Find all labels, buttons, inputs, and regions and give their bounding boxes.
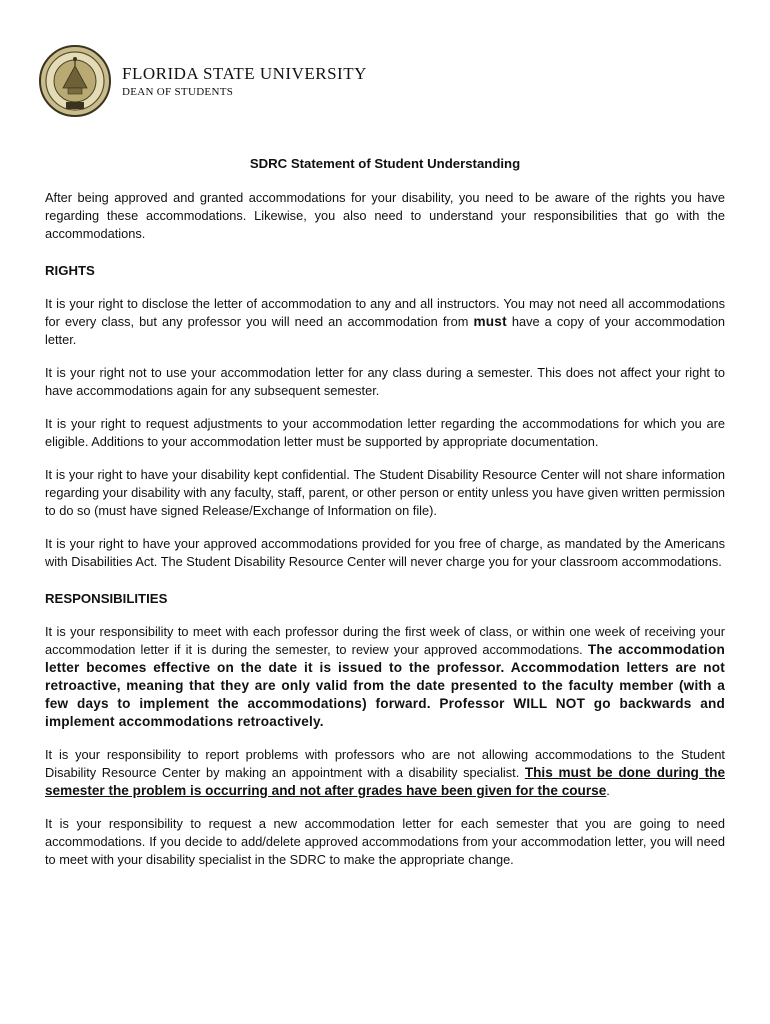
responsibilities-paragraph-2 <box>45 746 725 800</box>
document-body <box>45 155 725 884</box>
rights-p1-emphasis: must <box>473 314 507 329</box>
resp-p2-text-a: It is your responsibility to report problems with professors who are not allowing accommodations to the Student Disability Resource Center by making an appointment with a disability specialist. <box>45 747 725 780</box>
department-name: DEAN OF STUDENTS <box>122 86 234 98</box>
letterhead <box>38 44 438 124</box>
document-title: SDRC Statement of Student Understanding <box>249 156 521 171</box>
rights-p1-text-a: It is your right to disclose the letter of accommodation to any and all instructors. You may not need all accommodations for every class, but any professor you will need an accommodation from <box>45 296 725 329</box>
responsibilities-paragraph-3: It is your responsibility to request a new accommodation letter for each semester that you are going to need accommodations. If you decide to add/delete approved accommodations from your accommodation letter, you will need to meet with your disability specialist in the SDRC to make the appropriate change. <box>45 816 725 867</box>
rights-p1-text-b: have a copy of your accommodation letter. <box>45 314 725 347</box>
rights-paragraph-5: It is your right to have your approved accommodations provided for you free of charge, as mandated by the Americans with Disabilities Act. The Student Disability Resource Center will never charge you for your classroom accommodations. <box>45 536 725 569</box>
university-name: FLORIDA STATE UNIVERSITY <box>122 64 367 83</box>
rights-paragraph-2: It is your right not to use your accommodation letter for any class during a semester. This does not affect your right to have accommodations again for any subsequent semester. <box>45 365 725 398</box>
resp-p1-text: It is your responsibility to meet with each professor during the first week of class, or within one week of receiving your accommodation letter if it is during the semester, to review your approved accommodations. <box>45 624 725 657</box>
fsu-seal-icon <box>38 44 112 118</box>
intro-paragraph: After being approved and granted accommodations for your disability, you need to be aware of the rights you have regarding these accommodations. Likewise, you also need to understand your responsibilities that go with the accommodations. <box>45 190 725 241</box>
rights-paragraph-4: It is your right to have your disability kept confidential. The Student Disability Resource Center will not share information regarding your disability with any faculty, staff, parent, or other person or entity unless you have given written permission to do so (must have signed Release/Exchange of Information on file). <box>45 467 725 518</box>
rights-paragraph-3: It is your right to request adjustments to your accommodation letter regarding the accommodations for which you are eligible. Additions to your accommodation letter must be supported by appropriate documentation. <box>45 416 725 449</box>
responsibilities-heading: RESPONSIBILITIES <box>45 591 168 606</box>
rights-heading: RIGHTS <box>45 263 95 278</box>
resp-p1-emphasis: The accommodation letter becomes effective on the date it is issued to the professor. Accommodation letters are not retroactive, meaning that they are only valid from the date presented to the faculty member (with a few days to implement the accommodations) forward. Professor WILL NOT go backwards and implement accommodations retroactively. <box>45 642 725 729</box>
responsibilities-paragraph-1 <box>45 623 725 731</box>
resp-p2-underlined: This must be done during the semester the problem is occurring and not after grades have been given for the course <box>45 765 726 798</box>
rights-paragraph-1 <box>45 295 725 349</box>
resp-p2-text-b: . <box>606 783 610 798</box>
